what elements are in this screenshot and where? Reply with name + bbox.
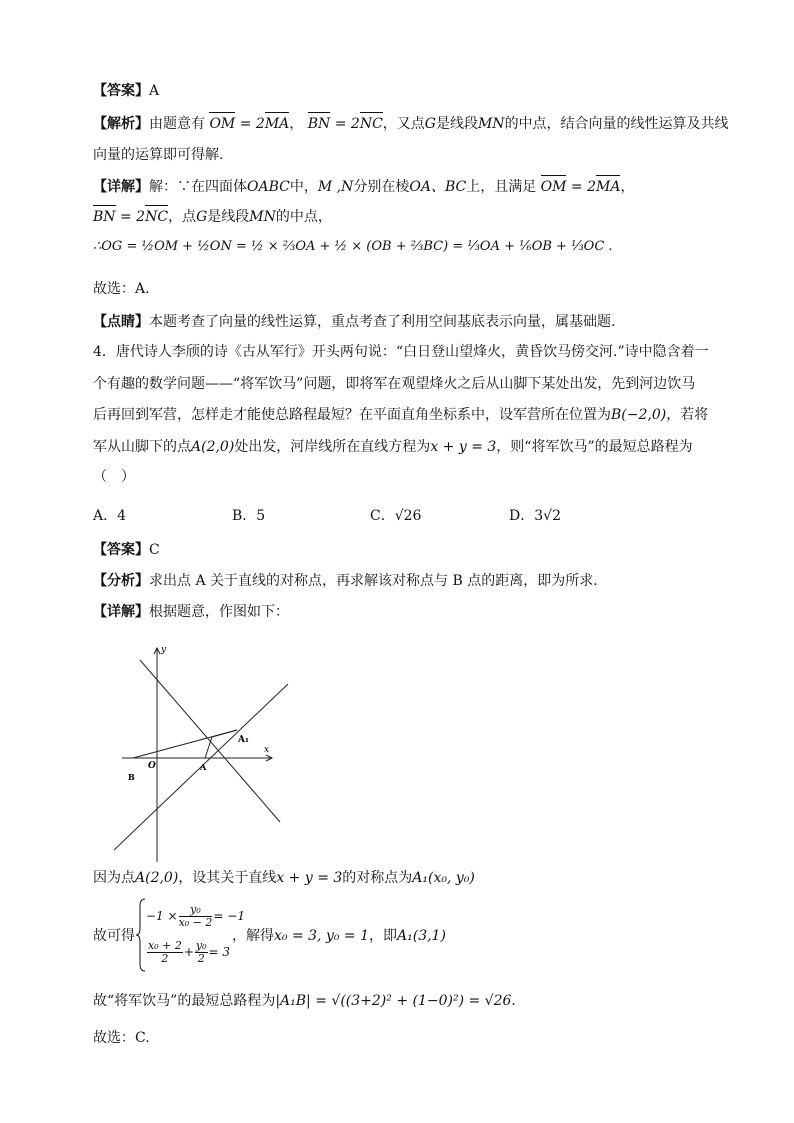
- detail-tag: 【详解】: [93, 179, 149, 195]
- q4-text-4e: ，则“将军饮马”的最短总路程为: [496, 439, 693, 455]
- option-value: 3√2: [534, 508, 561, 524]
- analysis-text-5: 求出点 A 关于直线的对称点，再求解该对称点与 B 点的距离，即为所求.: [149, 573, 598, 589]
- option-value: √26: [394, 508, 422, 524]
- detail-text-4: 上，且满足: [466, 179, 537, 195]
- sol-point-a1: A₁(x₀, y₀): [412, 870, 475, 886]
- analysis-tag-2: 【分析】: [93, 573, 149, 589]
- x-label: x: [264, 745, 270, 755]
- segment-mn-2: MN: [249, 209, 276, 225]
- answer-value-2: C: [149, 542, 160, 558]
- sol-text-2: ，设其关于直线: [178, 870, 277, 886]
- choice-line-2: 故选：C.: [93, 1030, 150, 1046]
- edges: OA、BC: [409, 179, 467, 195]
- option-label: B．: [232, 508, 257, 524]
- point-g-2: G: [196, 209, 208, 225]
- answer-tag: 【答案】: [93, 83, 149, 99]
- analysis-text: 由题意有: [149, 116, 205, 132]
- solution-line-2b: [232, 927, 446, 945]
- detail-text: 解：∵在四面体: [149, 179, 247, 195]
- detail-text-6: 是线段: [207, 209, 250, 225]
- sol-text-1: 因为点: [93, 870, 135, 886]
- q4-line-2: 个有趣的数学问题——“将军饮马”问题，即将军在观望烽火之后从山脚下某处出发，先到河边饮马: [93, 376, 696, 392]
- vec-om-2: OM = 2MA: [540, 179, 621, 195]
- sol-values: x₀ = 3, y₀ = 1: [274, 928, 370, 944]
- sol-text-6: 故“将军饮马”的最短总路程为: [93, 993, 276, 1009]
- q4-line-5: （ ）: [93, 469, 135, 485]
- detail-line-1: 【详解】解：∵在四面体OABC中，M ,N分别在棱OA、BC上，且满足 OM = 2MA，: [93, 179, 635, 195]
- eq1-text: −1 ×: [146, 909, 178, 923]
- comment-tag: 【点睛】: [93, 314, 149, 330]
- answer-tag-2: 【答案】: [93, 542, 149, 558]
- period: .: [511, 993, 516, 1009]
- analysis-text-3: 是线段: [435, 116, 478, 132]
- line-eq: x + y = 3: [430, 439, 497, 455]
- detail-tag-2: 【详解】: [93, 604, 149, 620]
- option-label: A．: [93, 508, 118, 524]
- points-mn: M ,N: [317, 179, 354, 195]
- analysis-line-2: 向量的运算即可得解.: [93, 147, 224, 163]
- y-label: y: [161, 645, 167, 655]
- point-a: A(2,0): [191, 439, 235, 455]
- option-value: 5: [256, 508, 266, 524]
- option-value: 4: [117, 508, 127, 524]
- vec-bn: BN = 2NC: [307, 116, 383, 132]
- solution-line-3: [93, 992, 516, 1010]
- equation-system: [146, 898, 245, 970]
- solution-line-2a: 故可得: [93, 928, 135, 944]
- tetra-oabc: OABC: [247, 179, 290, 195]
- point-b: B(−2,0): [611, 407, 667, 423]
- q4-line-1: 4．唐代诗人李颀的诗《古从军行》开头两句说：“白日登山望烽火，黄昏饮马傍交河.”诗中隐含着一: [93, 344, 709, 360]
- analysis-text-4: 的中点，结合向量的线性运算及共线: [504, 116, 729, 132]
- sol-text-5: ，即: [369, 928, 398, 944]
- brace-icon: [136, 898, 146, 972]
- option-label: C．: [370, 508, 395, 524]
- origin-label: O: [148, 761, 156, 771]
- detail-text-2: 中，: [289, 179, 318, 195]
- b-label: B: [128, 772, 135, 782]
- sol-line-eq: x + y = 3: [276, 870, 343, 886]
- choice-line-1: 故选：A.: [93, 281, 150, 297]
- equation-2: x₀ + 2 2 + $\frac{\text{y₀}}{2}$ = 3: [148, 938, 231, 965]
- q4-text-3c: ，若将: [666, 407, 709, 423]
- vector-equation: ∴OG = ½OM + ½ON = ½ × ⅔OA + ½ × (OB + ⅔BC) = ⅓OA + ⅙OB + ⅓OC .: [93, 239, 613, 254]
- detail-text-3: 分别在棱: [353, 179, 410, 195]
- answer-value: A: [149, 83, 160, 99]
- option-label: D．: [509, 508, 535, 524]
- solution-line-1: [93, 869, 475, 887]
- vec-bn-2: BN = 2NC: [93, 209, 169, 225]
- sol-point-a1-2: A₁(3,1): [397, 928, 446, 944]
- q4-text-3a: 后再回到军营，怎样走才能使总路程最短？在平面直角坐标系中，设军营所在位置为: [93, 407, 611, 423]
- comment-text: 本题考查了向量的线性运算，重点考查了利用空间基底表示向量，属基础题.: [149, 314, 616, 330]
- detail-text-7: 的中点，: [275, 209, 332, 225]
- point-g: G: [424, 116, 436, 132]
- distance-formula: |A₁B| = √((3+2)² + (1−0)²) = √26: [275, 993, 512, 1009]
- sol-text-4: ，解得: [232, 928, 274, 944]
- analysis-tag: 【解析】: [93, 116, 149, 132]
- q4-text-4c: 处出发，河岸线所在直线方程为: [234, 439, 431, 455]
- a1-label: A₁: [238, 735, 249, 745]
- path-a-p: [205, 737, 212, 758]
- comma: ，: [289, 116, 304, 132]
- sol-text-3: 的对称点为: [342, 870, 413, 886]
- eq2-text: +: [183, 945, 194, 959]
- q4-text-4a: 军从山脚下的点: [93, 439, 191, 455]
- equation-1: −1 × $\frac{\text{y₀}}{\text{x₀ − 2}}$ = −1: [146, 902, 245, 929]
- detail-text-5: ，点: [168, 209, 197, 225]
- sol-point-a: A(2,0): [135, 870, 179, 886]
- river-line: [140, 660, 280, 822]
- analysis-text-2: ，又点: [382, 116, 425, 132]
- detail-text-8: 根据题意，作图如下：: [149, 604, 289, 620]
- segment-mn: MN: [477, 116, 505, 132]
- a-label: A: [200, 762, 207, 772]
- vec-om: OM = 2MA: [209, 116, 290, 132]
